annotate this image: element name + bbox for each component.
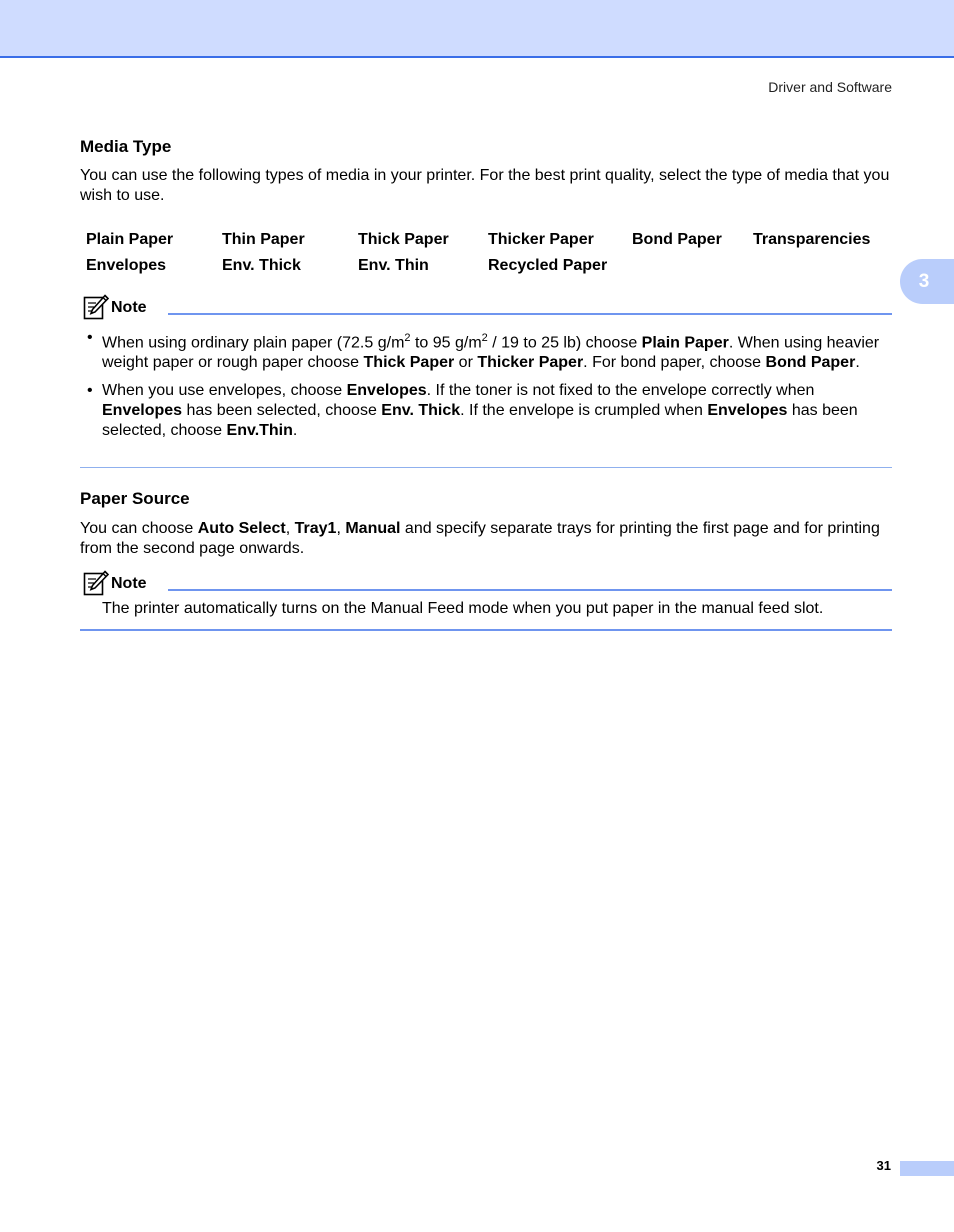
- paper-source-intro: You can choose Auto Select, Tray1, Manual and specify separate trays for printing the first page and for printing from the second page onwards.: [80, 520, 880, 557]
- note-end-rule: [80, 467, 892, 468]
- page-number-tab: [900, 1161, 954, 1176]
- media-type-heading: Media Type: [80, 137, 172, 156]
- pencil-note-icon: [83, 570, 109, 596]
- note-label: Note: [111, 299, 147, 316]
- note-label: Note: [111, 575, 147, 592]
- pencil-note-icon: [83, 294, 109, 320]
- bullet: •: [87, 329, 93, 346]
- media-type-item: Env. Thin: [358, 257, 429, 274]
- media-type-intro: You can use the following types of media in your printer. For the best print quality, select the type of media that you wish to use.: [80, 167, 890, 204]
- note-header: [80, 570, 892, 598]
- page-number: 31: [876, 1158, 891, 1173]
- chapter-tab: [900, 259, 954, 304]
- note-rule: [168, 589, 892, 591]
- note-rule: [168, 313, 892, 315]
- chapter-number: 3: [918, 270, 930, 292]
- paper-source-heading: Paper Source: [80, 489, 190, 508]
- media-type-item: Thin Paper: [222, 231, 305, 248]
- top-header-band: [0, 0, 954, 58]
- media-type-item: Recycled Paper: [488, 257, 608, 274]
- note-item: • When you use envelopes, choose Envelopes. If the toner is not fixed to the envelope correctly when Envelopes has been selected, choose Env. Thick. If the envelope is crumpled when Envelopes has been selected, choose Env.Thin.: [87, 382, 858, 440]
- media-type-item: Env. Thick: [222, 257, 301, 274]
- bullet: •: [87, 382, 93, 400]
- media-type-item: Thick Paper: [358, 231, 449, 248]
- media-type-item: Envelopes: [86, 257, 167, 274]
- media-type-item: Plain Paper: [86, 231, 174, 248]
- note-list: [80, 328, 892, 441]
- note-text: The printer automatically turns on the Manual Feed mode when you put paper in the manual feed slot.: [102, 600, 824, 617]
- media-type-item: Bond Paper: [632, 231, 722, 248]
- media-type-item: Transparencies: [753, 231, 871, 248]
- note-header: [80, 294, 892, 322]
- media-type-item: Thicker Paper: [488, 231, 594, 248]
- note-item: • When using ordinary plain paper (72.5 $g/m^2$ to 95 $g/m^2 / 19$ to 25 lb) choose Plain Paper. When using heavier weight paper or rough paper choose Thick Paper or Thicker Paper. For bond paper, choose Bond Paper.: [87, 329, 880, 372]
- media-type-note: [80, 294, 892, 449]
- note-end-rule: [80, 629, 892, 631]
- paper-source-note: [80, 570, 892, 619]
- running-title: Driver and Software: [768, 79, 892, 95]
